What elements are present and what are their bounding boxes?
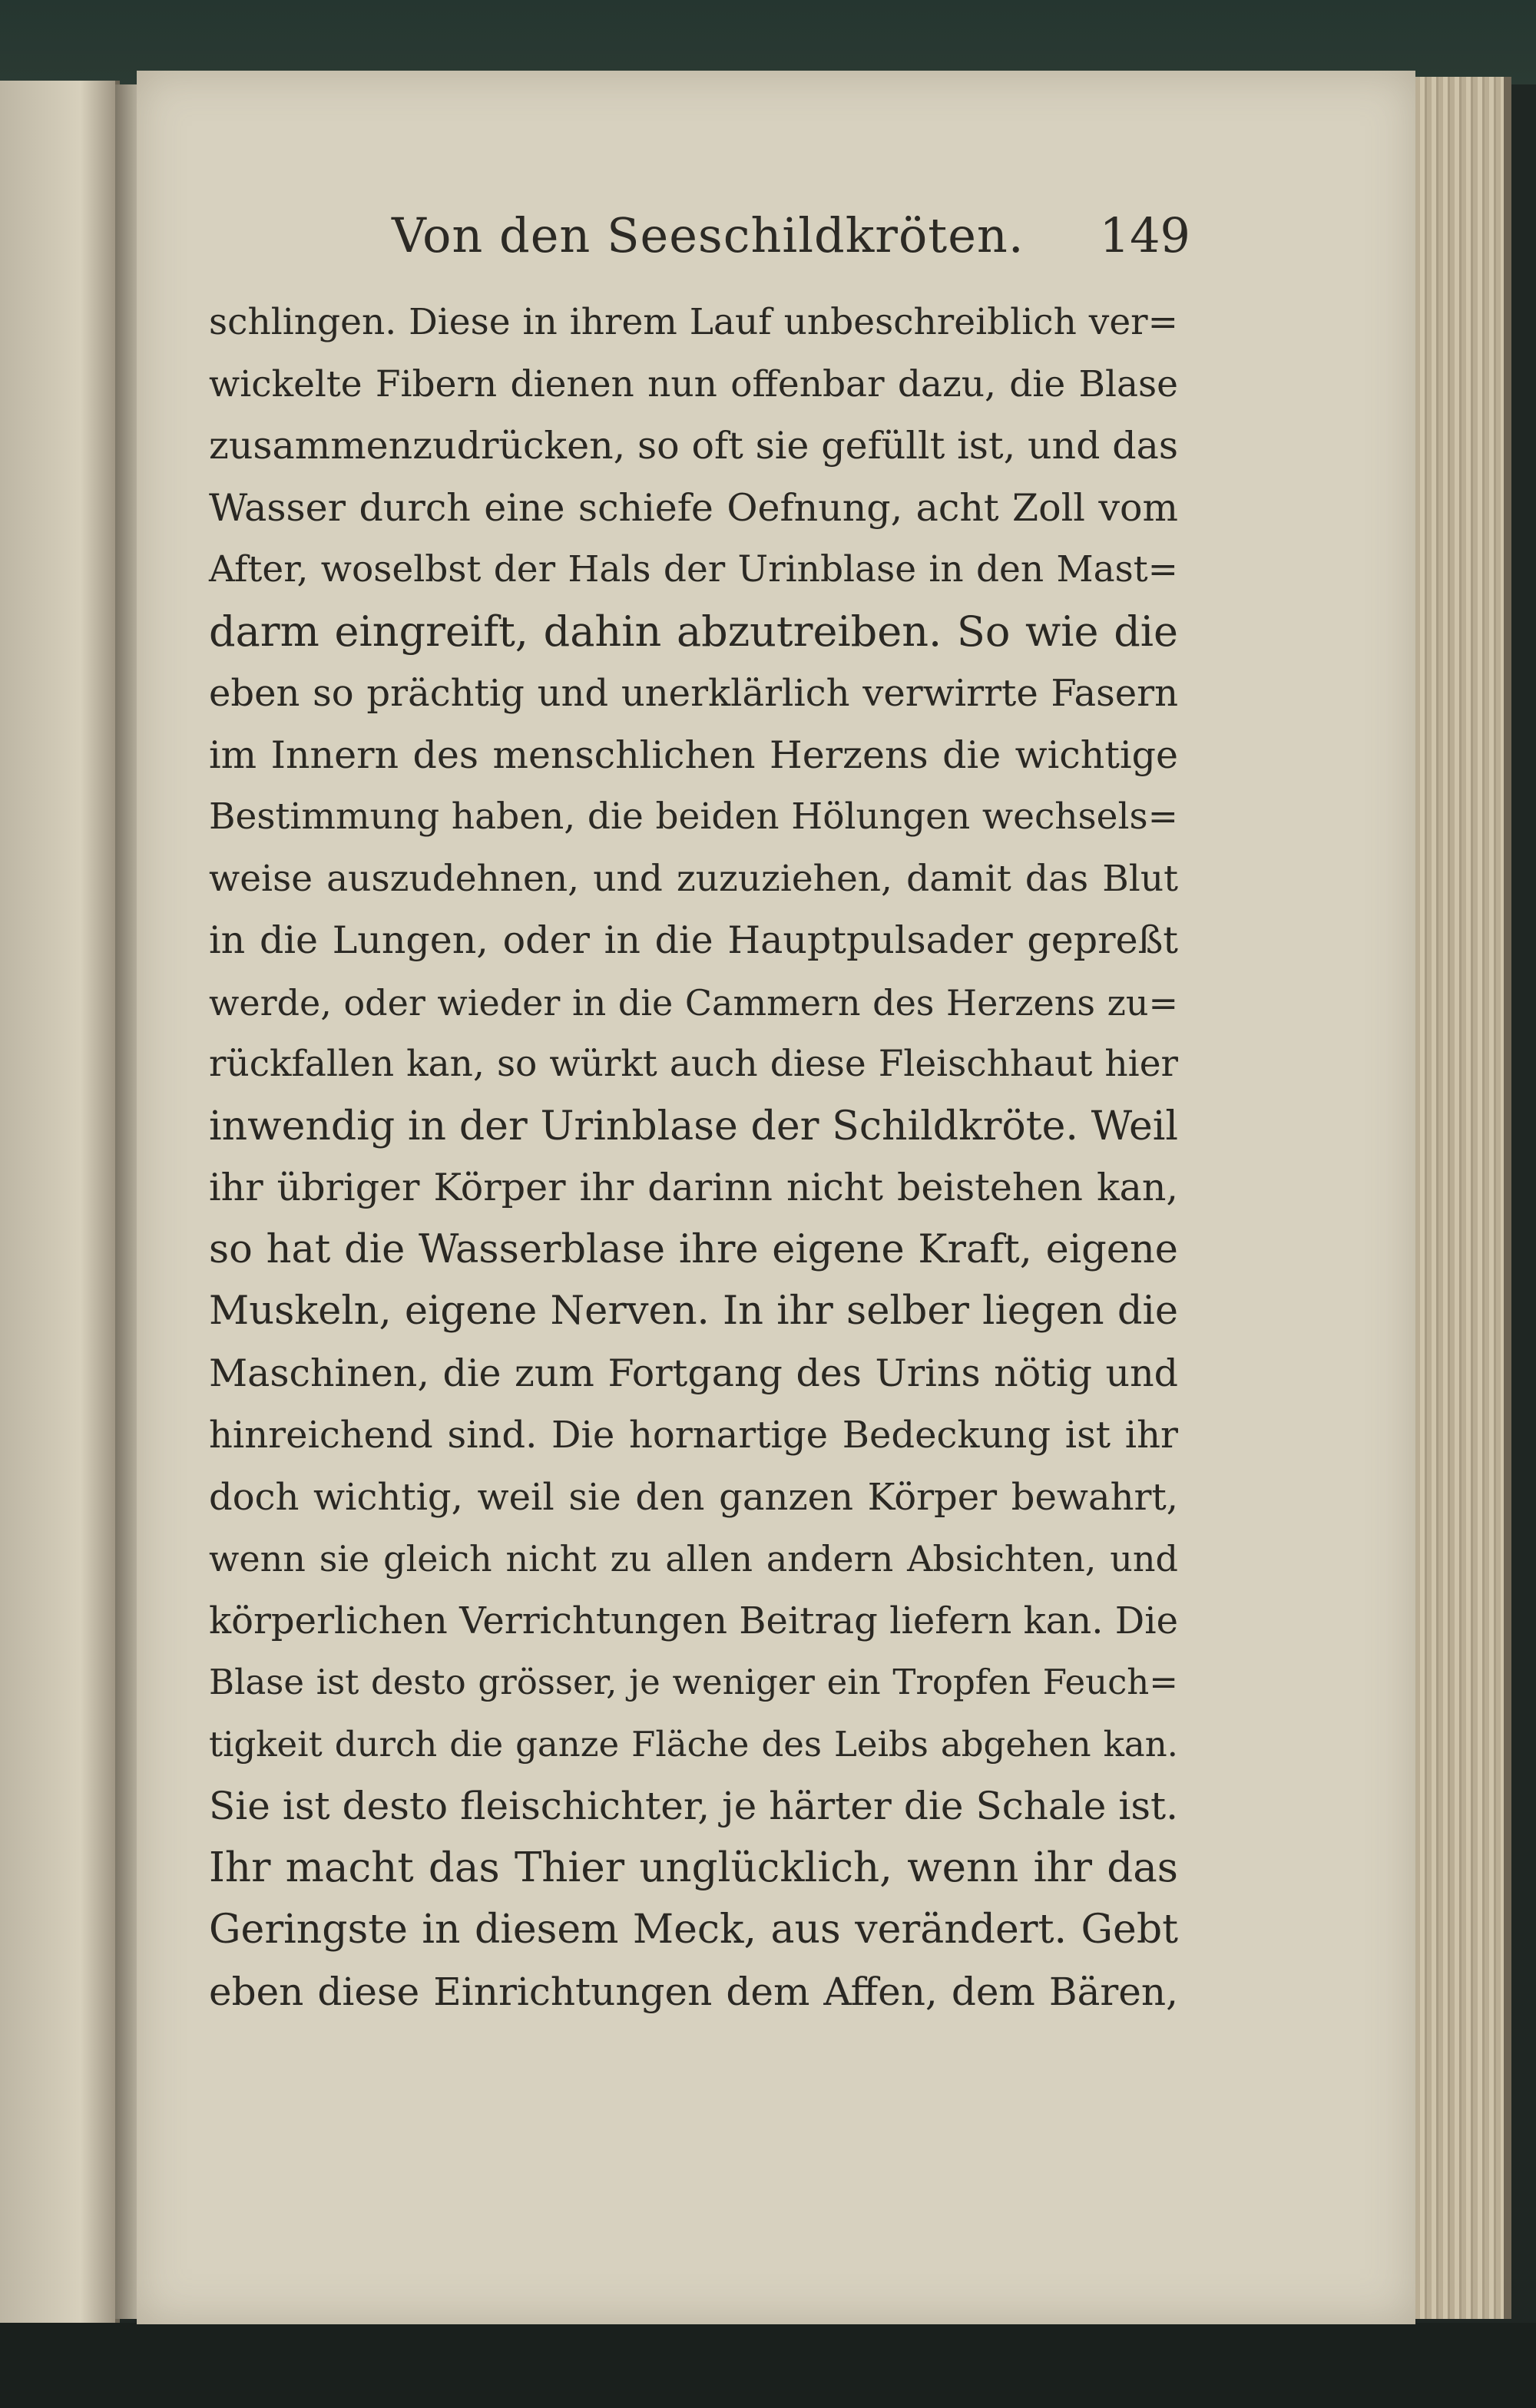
text-line: inwendig in der Urinblase der Schildkröte. Weil — [209, 1103, 1178, 1149]
text-line: ihr übriger Körper ihr darinn nicht beistehen kan, — [209, 1166, 1178, 1209]
text-line: hinreichend sind. Die hornartige Bedeckung ist ihr — [209, 1414, 1178, 1457]
text-line: weise auszudehnen, und zuzuziehen, damit das Blut — [209, 857, 1178, 900]
text-line: körperlichen Verrichtungen Beitrag liefern kan. Die — [209, 1599, 1178, 1642]
text-line: so hat die Wasserblase ihre eigene Kraft, eigene — [209, 1226, 1178, 1272]
text-line: Wasser durch eine schiefe Oefnung, acht Zoll vom — [209, 485, 1178, 530]
body-text — [209, 292, 1178, 2023]
book-gutter — [115, 84, 138, 2319]
text-line: eben diese Einrichtungen dem Affen, dem Bären, — [209, 1969, 1178, 2014]
background-bottom — [0, 2323, 1536, 2408]
text-line: Ihr macht das Thier unglücklich, wenn ihr das — [209, 1844, 1178, 1891]
text-line: Blase ist desto grösser, je weniger ein Tropfen Feuch= — [209, 1662, 1178, 1702]
text-line: Geringste in diesem Meck, aus verändert. Gebt — [209, 1907, 1178, 1953]
running-head: Von den Seeschildkröten. — [392, 207, 1025, 263]
text-line: doch wichtig, weil sie den ganzen Körper bewahrt, — [209, 1475, 1178, 1519]
text-line: Muskeln, eigene Nerven. In ihr selber liegen die — [209, 1288, 1178, 1334]
text-line: darm eingreift, dahin abzutreiben. So wie die — [209, 607, 1178, 656]
text-line: After, woselbst der Hals der Urinblase in den Mast= — [209, 548, 1178, 590]
page-edges — [1415, 77, 1511, 2319]
text-line: zusammenzudrücken, so oft sie gefüllt ist, und das — [209, 424, 1178, 468]
page-number: 149 — [1099, 207, 1190, 263]
text-line: eben so prächtig und unerklärlich verwirrte Fasern — [209, 672, 1178, 715]
text-line: rückfallen kan, so würkt auch diese Fleischhaut hier — [209, 1043, 1178, 1085]
text-line: tigkeit durch die ganze Fläche des Leibs abgehen kan. — [209, 1723, 1178, 1765]
text-line: Bestimmung haben, die beiden Hölungen wechsels= — [209, 796, 1178, 838]
text-line: schlingen. Diese in ihrem Lauf unbeschreiblich ver= — [209, 301, 1178, 343]
text-line: im Innern des menschlichen Herzens die wichtige — [209, 733, 1178, 777]
text-line: in die Lungen, oder in die Hauptpulsader gepreßt — [209, 918, 1178, 962]
text-line: wenn sie gleich nicht zu allen andern Absichten, und — [209, 1538, 1178, 1579]
text-line: werde, oder wieder in die Cammern des Herzens zu= — [209, 981, 1178, 1024]
text-line: Sie ist desto fleischichter, je härter die Schale ist. — [209, 1784, 1178, 1828]
page-header — [392, 207, 1190, 269]
text-line: Maschinen, die zum Fortgang des Urins nötig und — [209, 1351, 1178, 1395]
facing-page-edge — [0, 81, 120, 2323]
text-line: wickelte Fibern dienen nun offenbar dazu, die Blase — [209, 362, 1178, 405]
